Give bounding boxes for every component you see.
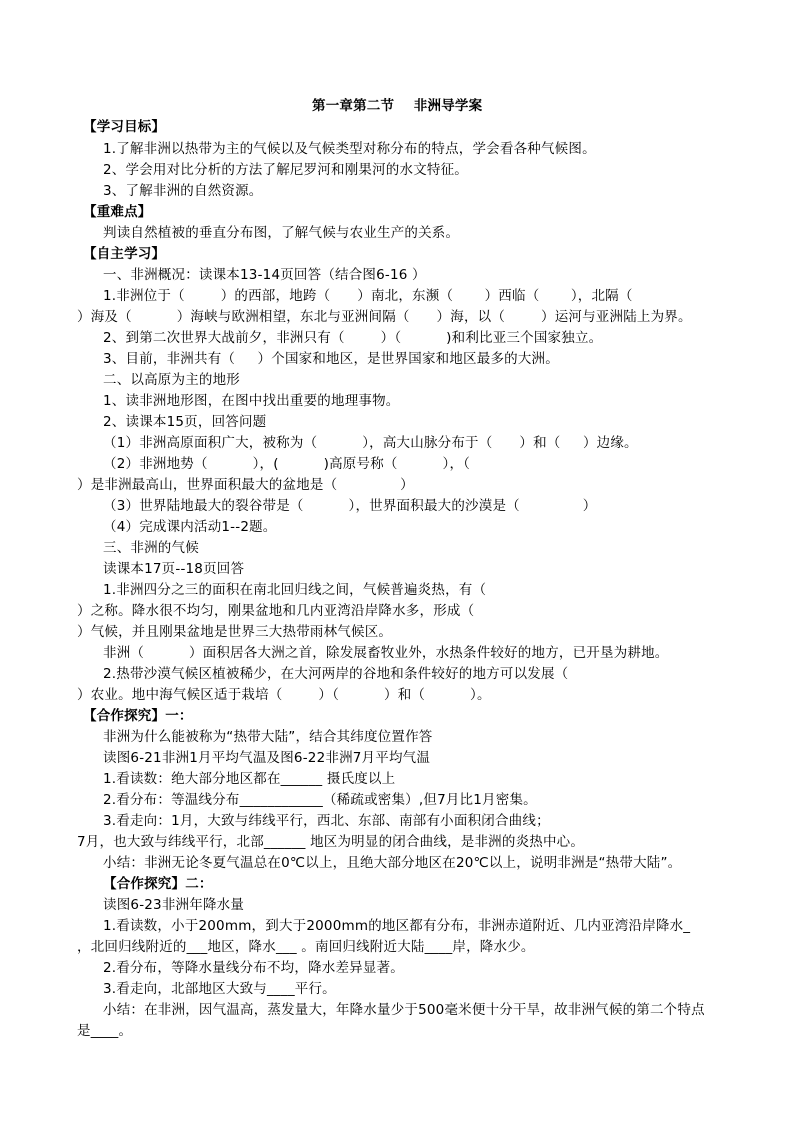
section-heading-key-points: 【重难点】 (83, 204, 152, 220)
text-line: 非洲（ ）面积居各大洲之首，除发展畜牧业外，水热条件较好的地方，已开垦为耕地。 (103, 645, 669, 661)
text-line: 三、非洲的气候 (103, 540, 199, 556)
section-heading-inquiry-2: 【合作探究】二： (103, 876, 213, 892)
text-line: （4）完成课内活动1--2题。 (103, 519, 277, 535)
text-line: （3）世界陆地最大的裂谷带是（ ），世界面积最大的沙漠是（ ） (103, 498, 597, 514)
text-line: 读课本17页--18页回答 (103, 561, 245, 577)
text-line: 一、非洲概况：读课本13-14页回答（结合图6-16 ） (103, 267, 426, 283)
text-line: 1.非洲四分之三的面积在南北回归线之间，气候普遍炎热，有（ (103, 582, 487, 598)
text-line: ）海及（ ）海峡与欧洲相望，东北与亚洲间隔（ ）海，以（ ）运河与亚洲陆上为界。 (77, 309, 692, 325)
text-line: （1）非洲高原面积广大，被称为（ ），高大山脉分布于（ ）和（ ）边缘。 (103, 435, 638, 451)
text-line: 小结：非洲无论冬夏气温总在0℃以上，且绝大部分地区在20℃以上，说明非洲是“热带大陆”。 (103, 855, 682, 871)
text-line: 小结：在非洲，因气温高，蒸发量大，年降水量少于500毫米便十分干旱，故非洲气候的第二个特点 (103, 1002, 705, 1018)
text-line: 判读自然植被的垂直分布图，了解气候与农业生产的关系。 (103, 225, 460, 241)
text-line: （2）非洲地势（ ），( )高原号称（ ），（ (103, 456, 471, 472)
text-line: 3、目前，非洲共有（ ）个国家和地区，是世界国家和地区最多的大洲。 (103, 351, 559, 367)
section-heading-inquiry-1: 【合作探究】一： (83, 708, 193, 724)
text-line: ）之称。降水很不均匀，刚果盆地和几内亚湾沿岸降水多，形成（ (77, 603, 475, 619)
text-line: 2.热带沙漠气候区植被稀少，在大河两岸的谷地和条件较好的地方可以发展（ (103, 666, 569, 682)
section-heading-learning-goals: 【学习目标】 (83, 119, 166, 135)
text-line: 1.看读数，小于200mm，到大于2000mm的地区都有分布，非洲赤道附近、几内亚湾沿岸降水_ (103, 918, 691, 934)
text-line: 2、读课本15页，回答问题 (103, 414, 267, 430)
text-line: 3.看走向，北部地区大致与____平行。 (103, 981, 336, 997)
text-line: 3.看走向：1月，大致与纬线平行，西北、东部、南部有小面积闭合曲线； (103, 813, 550, 829)
text-line: 读图6-23非洲年降水量 (103, 897, 245, 913)
text-line: 7月，也大致与纬线平行，北部______ 地区为明显的闭合曲线，是非洲的炎热中心。 (77, 834, 585, 850)
text-line: 3、了解非洲的自然资源。 (103, 183, 263, 199)
text-line: 二、以高原为主的地形 (103, 372, 240, 388)
text-line: 2、学会用对比分析的方法了解尼罗河和刚果河的水文特征。 (103, 162, 468, 178)
document-title: 第一章第二节 非洲导学案 (312, 98, 483, 114)
text-line: 1.非洲位于（ ）的西部，地跨（ ）南北，东濒（ ）西临（ ），北隔（ (103, 288, 633, 304)
text-line: 1.了解非洲以热带为主的气候以及气候类型对称分布的特点，学会看各种气候图。 (103, 141, 596, 157)
text-line: ，北回归线附近的___地区，降水___ 。南回归线附近大陆____岸，降水少。 (77, 939, 535, 955)
text-line: 1、读非洲地形图，在图中找出重要的地理事物。 (103, 393, 400, 409)
text-line: ）农业。地中海气候区适于栽培（ ）（ ）和（ ）。 (77, 687, 491, 703)
text-line: 读图6-21非洲1月平均气温及图6-22非洲7月平均气温 (103, 750, 431, 766)
text-line: 2、到第二次世界大战前夕，非洲只有（ ）（ )和利比亚三个国家独立。 (103, 330, 603, 346)
text-line: 非洲为什么能被称为“热带大陆”，结合其纬度位置作答 (103, 729, 433, 745)
text-line: 1.看读数：绝大部分地区都在______ 摄氏度以上 (103, 771, 396, 787)
text-line: 2.看分布，等降水量线分布不均，降水差异显著。 (103, 960, 404, 976)
text-line: 2.看分布：等温线分布____________（稀疏或密集）,但7月比1月密集。 (103, 792, 537, 808)
section-heading-self-study: 【自主学习】 (83, 246, 166, 262)
text-line: 是____。 (77, 1023, 133, 1039)
text-line: ）是非洲最高山，世界面积最大的盆地是（ ） (77, 477, 414, 493)
text-line: ）气候，并且刚果盆地是世界三大热带雨林气候区。 (77, 624, 393, 640)
